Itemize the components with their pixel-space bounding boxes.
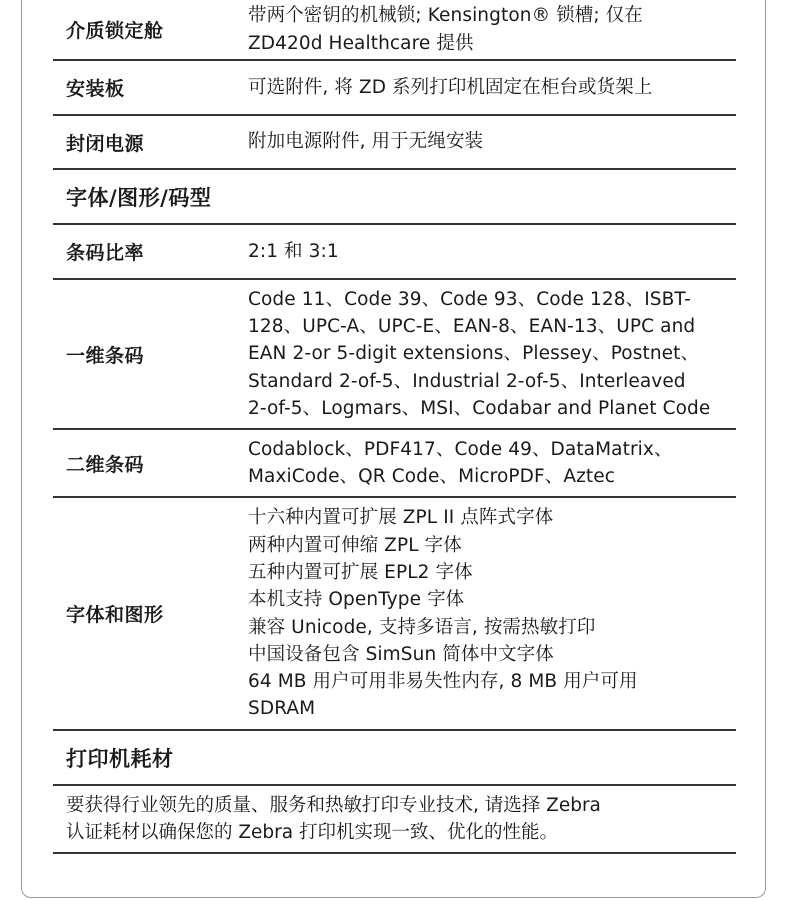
spec-label: 介质锁定舱 xyxy=(66,20,164,42)
spec-value-line: 附加电源附件, 用于无绳安装 xyxy=(248,131,484,153)
spec-value-line: 可选附件, 将 ZD 系列打印机固定在柜台或货架上 xyxy=(248,76,653,98)
spec-value-line: 带两个密钥的机械锁; Kensington® 锁槽; 仅在 xyxy=(248,5,643,27)
spec-value xyxy=(248,280,736,428)
spec-label: 条码比率 xyxy=(66,242,145,264)
section-title: 打印机耗材 xyxy=(66,746,174,771)
supplies-note-line: 认证耗材以确保您的 Zebra 打印机实现一致、优化的性能。 xyxy=(66,822,559,843)
spec-value-line: MaxiCode、QR Code、MicroPDF、Aztec xyxy=(248,466,616,487)
spec-row-enclosed-power xyxy=(53,116,736,170)
spec-value-line: 2-of-5、Logmars、MSI、Codabar and Planet Code xyxy=(248,397,711,419)
spec-label: 封闭电源 xyxy=(66,132,145,155)
spec-value xyxy=(248,225,736,278)
spec-row-fonts-graphics xyxy=(53,498,736,731)
spec-label: 安装板 xyxy=(66,78,125,100)
spec-value-line: 128、UPC-A、UPC-E、EAN-8、EAN-13、UPC and xyxy=(248,316,696,338)
spec-value-line: 中国设备包含 SimSun 简体中文字体 xyxy=(248,643,554,665)
section-header-supplies xyxy=(53,731,736,786)
spec-value xyxy=(248,61,736,114)
spec-value-line: 2:1 和 3:1 xyxy=(248,240,339,262)
spec-value-line: Codablock、PDF417、Code 49、DataMatrix、 xyxy=(248,438,673,460)
spec-value-line: 64 MB 用户可用非易失性内存, 8 MB 用户可用 xyxy=(248,671,638,693)
spec-value-line: SDRAM xyxy=(248,698,316,720)
spec-value-line: 本机支持 OpenType 字体 xyxy=(248,589,465,611)
spec-value xyxy=(248,0,736,59)
spec-value-line: ZD420d Healthcare 提供 xyxy=(248,32,474,54)
spec-value-line: Standard 2-of-5、Industrial 2-of-5、Interleaved xyxy=(248,370,686,392)
spec-value-line: 两种内置可伸缩 ZPL 字体 xyxy=(248,534,462,556)
spec-row-2d-barcodes xyxy=(53,430,736,498)
spec-value xyxy=(248,116,736,168)
spec-value-line: 五种内置可扩展 EPL2 字体 xyxy=(248,561,473,583)
spec-row-barcode-ratio xyxy=(53,225,736,280)
supplies-note-row xyxy=(53,786,736,854)
spec-value-line: 十六种内置可扩展 ZPL II 点阵式字体 xyxy=(248,507,554,529)
section-title: 字体/图形/码型 xyxy=(66,185,212,210)
spec-value xyxy=(248,430,736,496)
spec-row-mounting-plate xyxy=(53,61,736,116)
spec-label: 一维条码 xyxy=(66,344,145,367)
spec-label: 二维条码 xyxy=(66,453,145,476)
spec-row-1d-barcodes xyxy=(53,280,736,430)
supplies-note xyxy=(66,786,736,852)
supplies-note-line: 要获得行业领先的质量、服务和热敏打印专业技术, 请选择 Zebra xyxy=(66,794,601,816)
spec-value-line: 兼容 Unicode, 支持多语言, 按需热敏打印 xyxy=(248,616,596,638)
spec-row-media-lock xyxy=(53,0,736,61)
section-header-fonts xyxy=(53,170,736,225)
spec-value-line: EAN 2-or 5-digit extensions、Plessey、Postnet、 xyxy=(248,343,700,365)
spec-value xyxy=(248,498,736,729)
spec-label: 字体和图形 xyxy=(66,604,164,626)
spec-value-line: Code 11、Code 39、Code 93、Code 128、ISBT- xyxy=(248,288,691,310)
